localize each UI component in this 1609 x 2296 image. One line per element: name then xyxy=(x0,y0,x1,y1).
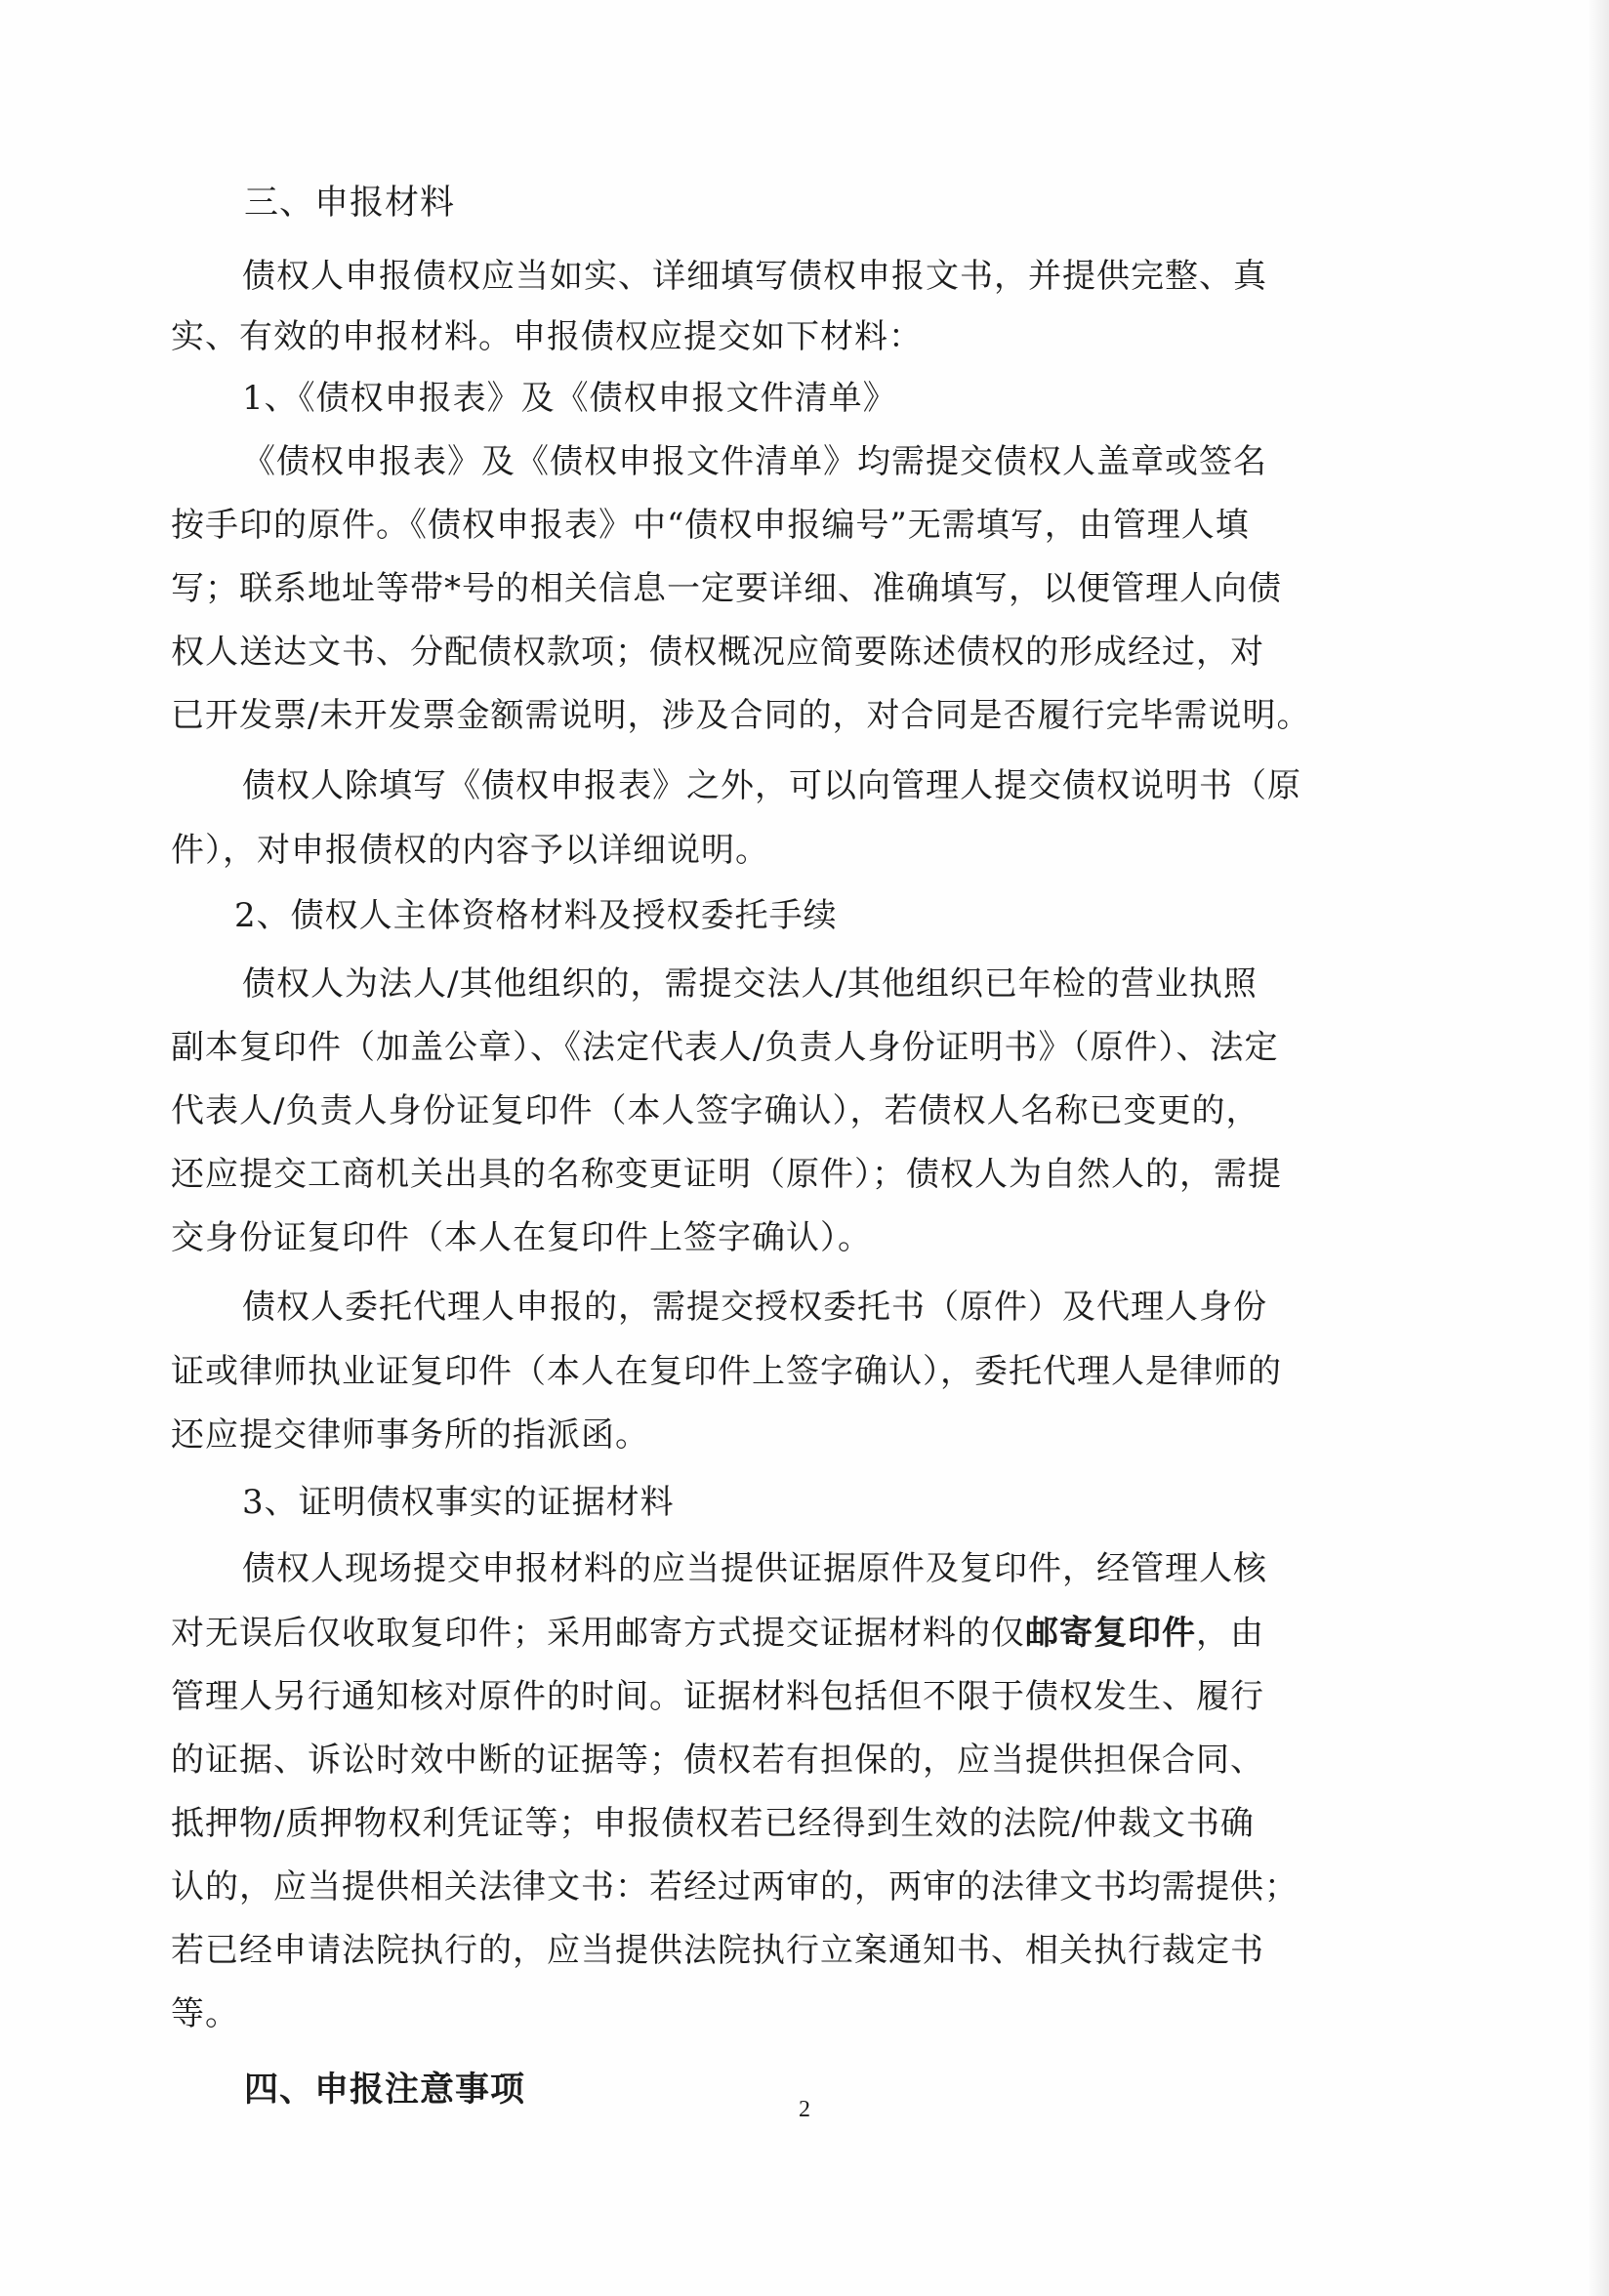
paragraph-line: 代表人/负责人身份证复印件（本人签字确认），若债权人名称已变更的， xyxy=(171,1091,1260,1130)
paragraph-line: 《债权申报表》及《债权申报文件清单》均需提交债权人盖章或签名 xyxy=(242,442,1267,481)
paragraph-line: 债权人申报债权应当如实、详细填写债权申报文书，并提供完整、真 xyxy=(242,257,1267,296)
paragraph-line: 等。 xyxy=(171,1994,239,2033)
subheading-1: 1、《债权申报表》及《债权申报文件清单》 xyxy=(242,379,897,418)
paragraph-line: 管理人另行通知核对原件的时间。证据材料包括但不限于债权发生、履行 xyxy=(171,1677,1264,1716)
paragraph-line: 认的，应当提供相关法律文书：若经过两审的，两审的法律文书均需提供； xyxy=(171,1867,1299,1906)
scan-edge-shadow xyxy=(1588,0,1609,2296)
paragraph-line: 若已经申请法院执行的，应当提供法院执行立案通知书、相关执行裁定书 xyxy=(171,1931,1264,1970)
section-heading-3: 三、申报材料 xyxy=(244,184,456,223)
paragraph-line: 权人送达文书、分配债权款项；债权概况应简要陈述债权的形成经过，对 xyxy=(171,633,1264,672)
paragraph-line: 交身份证复印件（本人在复印件上签字确认）。 xyxy=(171,1218,872,1257)
paragraph-line: 抵押物/质押物权利凭证等；申报债权若已经得到生效的法院/仲裁文书确 xyxy=(171,1804,1255,1843)
paragraph-line: 副本复印件（加盖公章）、《法定代表人/负责人身份证明书》（原件）、法定 xyxy=(171,1028,1279,1067)
emphasis-text: 邮寄复印件 xyxy=(1025,1614,1196,1653)
paragraph-line: 债权人现场提交申报材料的应当提供证据原件及复印件，经管理人核 xyxy=(242,1549,1267,1588)
paragraph-line: 还应提交律师事务所的指派函。 xyxy=(171,1415,649,1455)
paragraph-line: 证或律师执业证复印件（本人在复印件上签字确认），委托代理人是律师的 xyxy=(171,1352,1282,1391)
subheading-3: 3、证明债权事实的证据材料 xyxy=(242,1483,675,1522)
paragraph-line: 债权人为法人/其他组织的，需提交法人/其他组织已年检的营业执照 xyxy=(242,964,1258,1004)
paragraph-line-mixed xyxy=(171,1611,1411,1656)
paragraph-line: 按手印的原件。《债权申报表》中“债权申报编号”无需填写，由管理人填 xyxy=(171,506,1250,545)
paragraph-line: 件），对申报债权的内容予以详细说明。 xyxy=(171,831,769,870)
paragraph-text: 对无误后仅收取复印件；采用邮寄方式提交证据材料的仅 xyxy=(171,1614,1025,1653)
page-number: 2 xyxy=(799,2097,810,2122)
paragraph-line: 的证据、诉讼时效中断的证据等；债权若有担保的，应当提供担保合同、 xyxy=(171,1741,1264,1780)
paragraph-line: 已开发票/未开发票金额需说明，涉及合同的，对合同是否履行完毕需说明。 xyxy=(171,696,1311,735)
paragraph-line: 写；联系地址等带*号的相关信息一定要详细、准确填写，以便管理人向债 xyxy=(171,569,1282,608)
subheading-2: 2、债权人主体资格材料及授权委托手续 xyxy=(234,896,838,935)
paragraph-line: 债权人除填写《债权申报表》之外，可以向管理人提交债权说明书（原 xyxy=(242,766,1301,805)
paragraph-text: ，由 xyxy=(1196,1614,1264,1653)
paragraph-line: 实、有效的申报材料。申报债权应提交如下材料： xyxy=(171,317,923,356)
section-heading-4: 四、申报注意事项 xyxy=(244,2070,526,2110)
paragraph-line: 还应提交工商机关出具的名称变更证明（原件）；债权人为自然人的，需提 xyxy=(171,1155,1282,1194)
paragraph-line: 债权人委托代理人申报的，需提交授权委托书（原件）及代理人身份 xyxy=(242,1288,1267,1327)
